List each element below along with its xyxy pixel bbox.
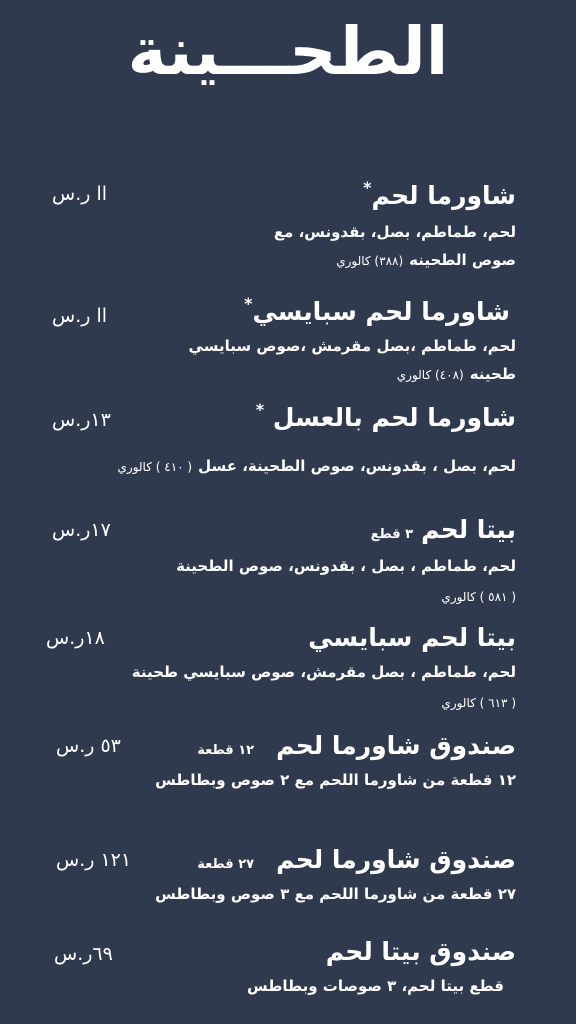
item-price: ١٣ر.س [52,409,111,431]
item-calories: ( ٥٨١ ) كالوري [441,590,516,604]
item-description: طحينه(٤٠٨) كالوري [396,365,516,383]
item-price: اا ر.س [52,183,108,205]
star-mark: * [244,294,253,313]
item-description: قطع بيتا لحم، ٣ صوصات وبطاطس [247,977,504,995]
item-name: صندوق شاورما لحم١٢ قطعة [197,731,516,760]
item-name: صندوق شاورما لحم٢٧ قطعة [197,845,516,874]
item-calories: (٤٠٨) كالوري [396,368,464,382]
item-price: ١٨ر.س [46,627,105,649]
item-name: شاورما لحم بالعسل * [255,400,516,432]
item-calories: ( ٦١٣ ) كالوري [441,696,516,710]
item-name: بيتا لحم٣ قطع [370,515,516,544]
item-description: لحم، طماطم ، بصل مقرمش، صوص سبايسي طحينة [131,663,516,681]
item-description: لحم، بصل ، بقدونس، صوص الطحينة، عسل( ٤١٠ ) كالوري [117,457,516,475]
item-price: اا ر.س [52,305,108,327]
item-price: ١٧ر.س [52,519,111,541]
item-description: لحم، طماطم، بصل، بقدونس، مع [273,223,516,241]
item-description: لحم، طماطم ، بصل ، بقدونس، صوص الطحينة [176,557,516,575]
page-title: الطحـــينة [127,13,449,90]
item-description: ٢٧ قطعة من شاورما اللحم مع ٣ صوص وبطاطس [155,885,516,903]
item-description: لحم، طماطم ،بصل مقرمش ،صوص سبايسي [188,337,516,355]
item-description: ١٢ قطعة من شاورما اللحم مع ٢ صوص وبطاطس [155,771,516,789]
star-mark: * [255,400,265,419]
item-name: شاورما لحم سبايسي* [244,294,510,326]
star-mark: * [363,178,372,197]
item-name: بيتا لحم سبايسي [308,623,516,652]
item-description: صوص الطحينه(٣٨٨) كالوري [336,251,516,269]
item-price: ٥٣ ر.س [56,735,121,757]
item-name: شاورما لحم* [363,178,516,210]
item-name: صندوق بيتا لحم [325,937,516,966]
item-pieces: ٢٧ قطعة [197,857,255,872]
item-price: ١٢١ ر.س [56,849,132,871]
item-calories: ( ٤١٠ ) كالوري [117,460,193,474]
item-pieces: ١٢ قطعة [197,743,255,758]
item-price: ٦٩ر.س [54,943,113,965]
item-pieces: ٣ قطع [370,527,414,542]
item-calories: (٣٨٨) كالوري [336,254,404,268]
